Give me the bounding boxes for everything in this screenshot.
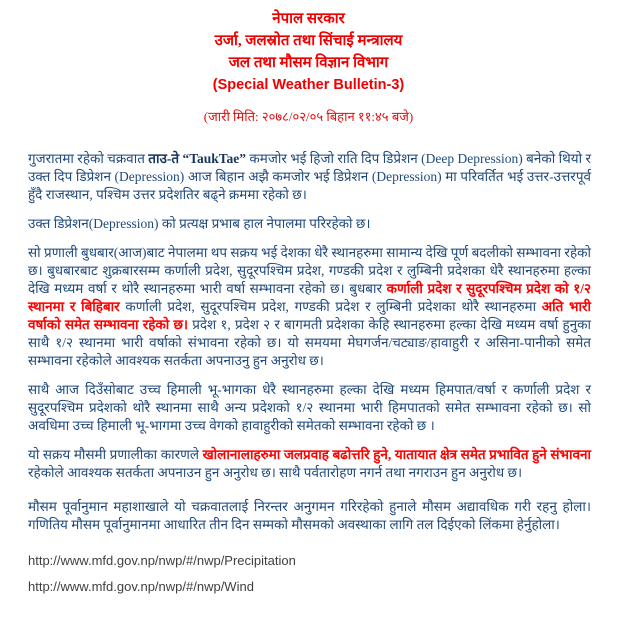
header-department: जल तथा मौसम विज्ञान विभाग (228, 55, 389, 71)
p3-run-normal-3: प्रदेश १, प्रदेश २ र बागमती प्रदेशका केहि स्थानहरुमा हल्का देखि मध्यम वर्षा हुनुका साथै १/२ स्थानमा भारी वर्षाको संभावना रहेको छ। यो समयमा मेघगर्जन/चट्याङ/हावाहुरी र असिना-पानीको समेत सम्भावना रहेकोले आवश्यक सतर्कता अपनाउनु हुन अनुरोध छ। (28, 317, 591, 368)
wind-link-row (28, 578, 617, 595)
header-government: नेपाल सरकार (272, 11, 345, 27)
precipitation-link[interactable]: http://www.mfd.gov.np/nwp/#/nwp/Precipitation (28, 553, 296, 568)
p3-run-normal: सो प्रणाली बुधबार(आज)बाट नेपालमा थप सक्रय भई देशका धेरै स्थानहरुमा सामान्य देखि पूर्ण बदलीको सम्भावना रहेको छ। बुधबारबाट शुक्रबारसम्म कर्णाली प्रदेश, सुदूरपश्चिम प्रदेश, गण्डकी प्रदेश र लुम्बिनी प्रदेशका धेरै स्थानहरुमा हल्का देखि मध्यम वर्षा र थोरै स्थानहरुमा भारी वर्षा सम्भावना रहेको छ। बुधबार (28, 245, 591, 296)
paragraph-flood-caution (28, 446, 591, 482)
p1-run-normal: गुजरातमा रहेको चक्रवात (28, 151, 149, 166)
wind-link[interactable]: http://www.mfd.gov.np/nwp/#/nwp/Wind (28, 579, 254, 594)
paragraph-forecast-update-note: मौसम पूर्वानुमान महाशाखाले यो चक्रवातलाई निरन्तर अनुगमन गरिरहेको हुनाले मौसम अद्यावधिक गरी रहनु होला।गणितिय मौसम पूर्वानुमानमा आधारित तीन दिन सम्मको मौसमको अवस्थाका लागि तल दिईएको लिंकमा हेर्नुहोला। (28, 499, 591, 532)
p3-run-normal-2: कर्णाली प्रदेश, सुदूरपश्चिम प्रदेश, गण्डकी प्रदेश र लुम्बिनी प्रदेशका थोरै स्थानहरुमा (119, 299, 542, 314)
paragraph-depression-effect: उक्त डिप्रेशन(Depression) को प्रत्यक्ष प्रभाब हाल नेपालमा परिरहेको छ। (28, 216, 371, 231)
issued-date-line: (जारी मिति: २०७८/०२/०५ बिहान ११:४५ बजे) (203, 109, 414, 124)
paragraph-snowfall-forecast: साथै आज दिउँसोबाट उच्च हिमाली भू-भागका धेरै स्थानहरुमा हल्का देखि मध्यम हिमपात/वर्षा र कर्णाली प्रदेश र सुदूरपश्चिम प्रदेशको थोरै स्थानमा साथै अन्य प्रदेशको १/२ स्थानमा भारी हिमपातको समेत सम्भावना रहेको छ। सो अवधिमा उच्च हिमाली भू-भागमा उच्च वेगको हावाहुरीको समेतको सम्भावना रहेको छ । (28, 382, 591, 433)
header-ministry: उर्जा, जलस्रोत तथा सिंचाई मन्त्रालय (214, 33, 403, 49)
paragraph-rain-forecast (28, 244, 591, 370)
cyclone-name: ताउ-ते “TaukTae” (148, 151, 246, 166)
bulletin-title: (Special Weather Bulletin-3) (212, 77, 405, 93)
p5-run-normal-2: रहेकोले आवश्यक सतर्कता अपनाउन हुन अनुरोध छ। साथै पर्वतारोहण नगर्न तथा नगराउन हुन अनुरोध छ। (28, 465, 523, 480)
p5-run-normal: यो सक्रय मौसमी प्रणालीका कारणले (28, 447, 203, 462)
precipitation-link-row (28, 552, 617, 569)
p1-run-normal-2: कमजोर भई हिजो राति दिप डिप्रेशन (Deep Depression) बनेको थियो र उक्त दिप डिप्रेशन (Depression) आज बिहान अझै कमजोर भई डिप्रेशन (Depression) मा परिवर्तित भई उत्तर-उत्तरपूर्व हुँदै राजस्थान, पश्चिम उत्तर प्रदेशतिर बढ्ने क्रममा रहेको छ। (28, 151, 591, 202)
p3-heavy-rain-warning-1: कर्णाली प्रदेश र सुदूरपश्चिम प्रदेश को १/२ स्थानमा र बिहिबार (28, 281, 591, 314)
document-header (0, 8, 617, 96)
paragraph-cyclone-status (28, 150, 591, 204)
p5-flood-warning: खोलानालाहरुमा जलप्रवाह बढोत्तरि हुने, यातायात क्षेत्र समेत प्रभावित हुने संभावना (202, 447, 591, 462)
p3-heavy-rain-warning-2: अति भारी वर्षाको समेत सम्भावना रहेको छ। (28, 299, 591, 332)
